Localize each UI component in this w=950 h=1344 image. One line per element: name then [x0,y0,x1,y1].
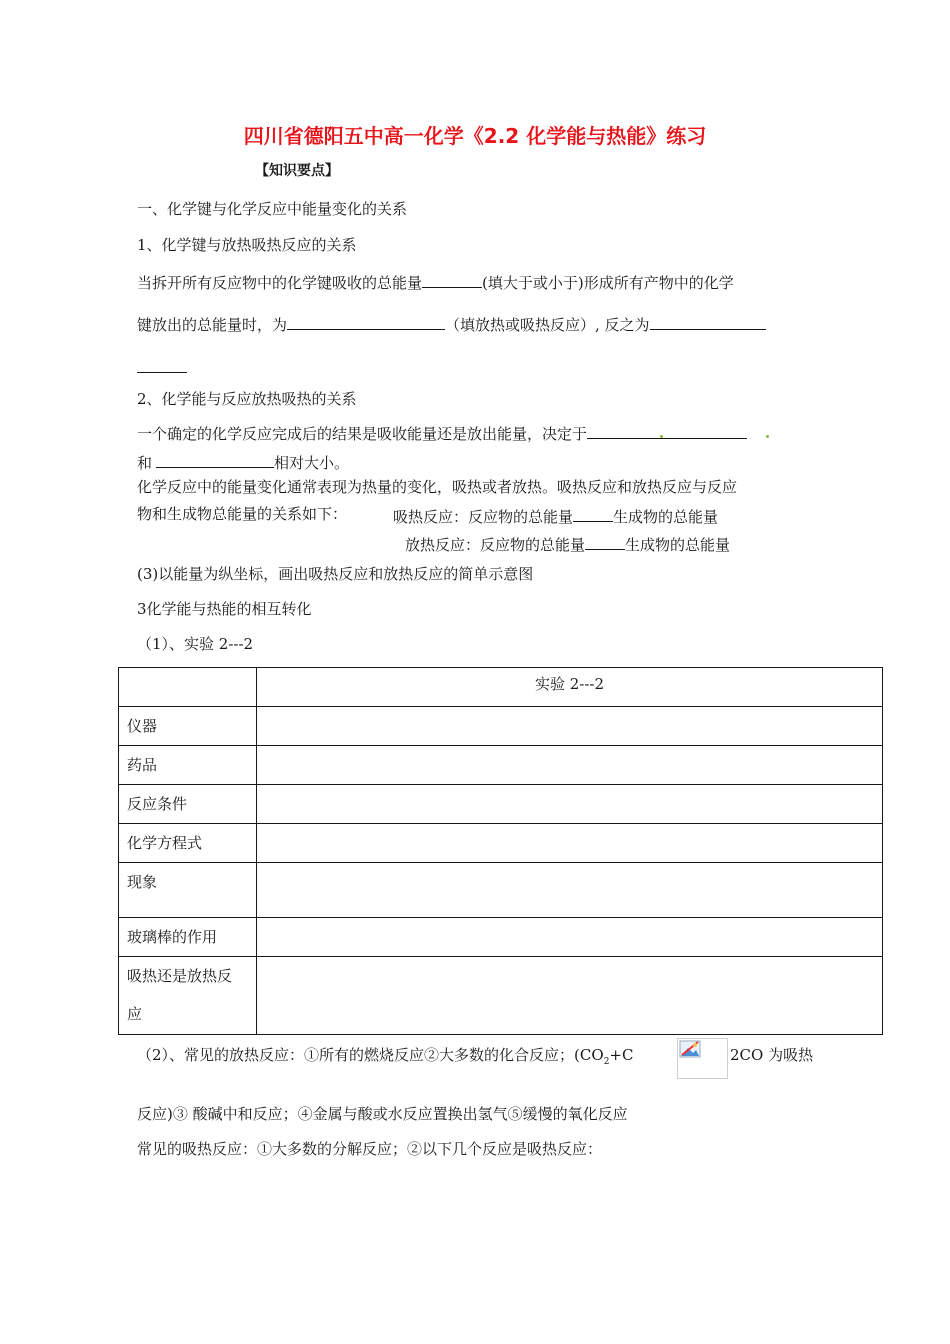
endothermic-tail: 生成物的总能量 [613,508,719,526]
subheading-3: 3化学能与热能的相互转化 [137,600,312,618]
broken-image-icon [677,1038,728,1079]
paragraph-1d: （填放热或吸热反应）, 反之为 [445,316,650,334]
subheading-2: 2、化学能与反应放热吸热的关系 [137,390,357,408]
table-cell-answer[interactable] [257,746,883,785]
blank-1[interactable] [422,273,482,288]
common-exothermic-line-1 [137,1048,633,1067]
table-row-label: 反应条件 [119,785,257,824]
subheading-1: 1、化学键与放热吸热反应的关系 [137,236,357,254]
blank-6[interactable] [573,507,613,522]
table-row-label: 化学方程式 [119,824,257,863]
paragraph-2-line-1 [137,424,747,442]
paragraph-1-line-1 [137,273,734,291]
paragraph-1c: 键放出的总能量时，为 [137,316,288,334]
blank-7[interactable] [585,535,625,550]
experiment-table [118,667,883,1035]
subscript-2: 2 [603,1057,610,1067]
table-row [119,707,883,746]
table-header: 实验 2---2 [257,668,883,707]
table-row [119,668,883,707]
table-row-label: 现象 [119,863,257,918]
table-cell-answer[interactable] [257,785,883,824]
experiment-label: （1）、实验 2---2 [137,635,254,653]
heading-1: 一、化学键与化学反应中能量变化的关系 [137,200,408,218]
common-exothermic-text: （2）、常见的放热反应：①所有的燃烧反应②大多数的化合反应；(CO [137,1046,604,1064]
paragraph-1-line-2 [137,315,766,333]
endothermic-label: 吸热反应：反应物的总能量 [393,508,574,526]
table-cell-answer[interactable] [257,824,883,863]
table-cell-empty [119,668,257,707]
section-tag: 【知识要点】 [255,163,339,179]
blank-2[interactable] [287,315,445,330]
paragraph-2-line-2 [137,453,349,471]
table-row-label-multiline [119,957,257,1035]
item-3: (3)以能量为纵坐标，画出吸热反应和放热反应的简单示意图 [137,565,534,583]
endothermic-relation [393,507,718,525]
table-row-label-line-1: 吸热还是放热反 [127,967,233,985]
exothermic-label: 放热反应：反应物的总能量 [405,536,586,554]
table-row-label: 仪器 [119,707,257,746]
paragraph-3b: 物和生成物总能量的关系如下： [137,505,348,523]
table-row [119,957,883,1035]
paragraph-2a: 一个确定的化学反应完成后的结果是吸收能量还是放出能量，决定于 [137,425,588,443]
common-exothermic-d: 2CO 为吸热 [730,1046,814,1064]
paragraph-1-line-3 [137,358,187,376]
blank-5[interactable] [156,453,274,468]
blank-3-continued[interactable] [137,358,187,373]
blank-4[interactable] [587,424,747,439]
table-row [119,785,883,824]
exothermic-tail: 生成物的总能量 [625,536,731,554]
page-title: 四川省德阳五中高一化学《2.2 化学能与热能》练习 [243,124,707,148]
table-row [119,824,883,863]
paragraph-3-line-1: 化学反应中的能量变化通常表现为热量的变化，吸热或者放热。吸热反应和放热反应与反应 [137,478,738,496]
table-cell-answer[interactable] [257,957,883,1035]
paragraph-2-and: 和 [137,454,153,472]
table-cell-answer[interactable] [257,863,883,918]
green-dot-marker [766,435,769,438]
paragraph-1b: (填大于或小于)形成所有产物中的化学 [482,274,734,292]
table-row-label: 药品 [119,746,257,785]
table-row [119,918,883,957]
table-cell-answer[interactable] [257,707,883,746]
blank-3[interactable] [650,315,766,330]
paragraph-1a: 当拆开所有反应物中的化学键吸收的总能量 [137,274,423,292]
exothermic-relation [405,535,730,553]
table-cell-answer[interactable] [257,918,883,957]
paragraph-3-line-2 [137,507,347,522]
green-dot-marker [660,435,663,438]
table-row [119,746,883,785]
table-row-label: 玻璃棒的作用 [119,918,257,957]
common-endothermic: 常见的吸热反应：①大多数的分解反应；②以下几个反应是吸热反应： [137,1140,603,1158]
common-exothermic-line-2: 反应)③ 酸碱中和反应；④金属与酸或水反应置换出氢气⑤缓慢的氧化反应 [137,1105,628,1123]
common-exothermic-c: +C [609,1046,634,1064]
table-row [119,863,883,918]
table-row-label-line-2: 应 [127,1005,143,1023]
paragraph-2-rest: 相对大小。 [274,454,350,472]
